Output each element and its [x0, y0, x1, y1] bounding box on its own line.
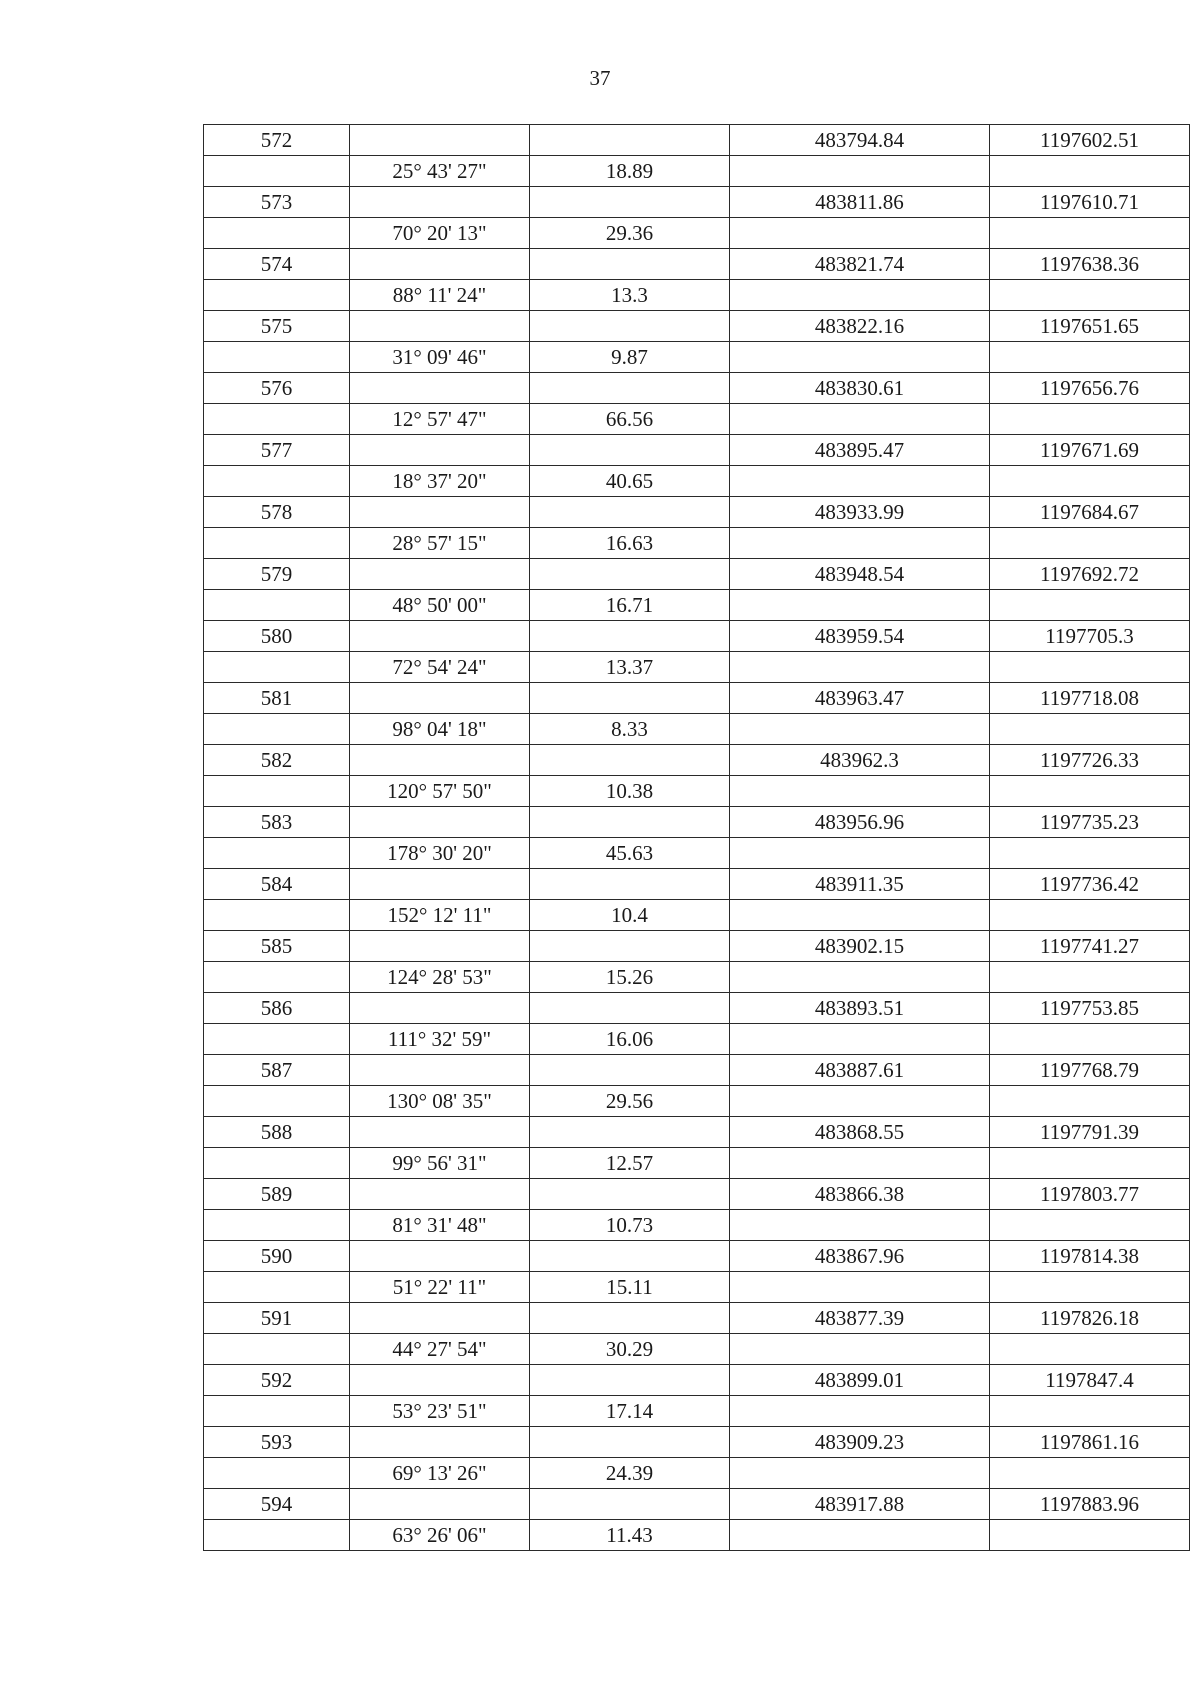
empty-cell: [530, 497, 730, 528]
empty-cell: [204, 714, 350, 745]
segment-row: [204, 714, 1190, 745]
empty-cell: [530, 559, 730, 590]
empty-cell: [204, 1520, 350, 1551]
y-coordinate: 1197726.33: [990, 745, 1190, 776]
empty-cell: [990, 1520, 1190, 1551]
point-id: 593: [204, 1427, 350, 1458]
empty-cell: [730, 1396, 990, 1427]
point-id: 584: [204, 869, 350, 900]
empty-cell: [990, 1272, 1190, 1303]
point-row: [204, 869, 1190, 900]
empty-cell: [990, 156, 1190, 187]
empty-cell: [990, 590, 1190, 621]
bearing: 178° 30' 20": [350, 838, 530, 869]
empty-cell: [530, 1179, 730, 1210]
y-coordinate: 1197847.4: [990, 1365, 1190, 1396]
segment-row: [204, 280, 1190, 311]
empty-cell: [730, 1148, 990, 1179]
empty-cell: [350, 745, 530, 776]
empty-cell: [730, 714, 990, 745]
x-coordinate: 483895.47: [730, 435, 990, 466]
bearing: 81° 31' 48": [350, 1210, 530, 1241]
empty-cell: [730, 1520, 990, 1551]
empty-cell: [730, 280, 990, 311]
empty-cell: [730, 962, 990, 993]
empty-cell: [730, 900, 990, 931]
point-row: [204, 249, 1190, 280]
empty-cell: [530, 993, 730, 1024]
point-row: [204, 1489, 1190, 1520]
segment-row: [204, 1520, 1190, 1551]
empty-cell: [730, 1272, 990, 1303]
segment-row: [204, 1272, 1190, 1303]
empty-cell: [350, 621, 530, 652]
y-coordinate: 1197705.3: [990, 621, 1190, 652]
bearing: 69° 13' 26": [350, 1458, 530, 1489]
point-row: [204, 993, 1190, 1024]
y-coordinate: 1197610.71: [990, 187, 1190, 218]
empty-cell: [204, 838, 350, 869]
distance: 66.56: [530, 404, 730, 435]
empty-cell: [730, 404, 990, 435]
empty-cell: [530, 1241, 730, 1272]
point-id: 575: [204, 311, 350, 342]
empty-cell: [350, 931, 530, 962]
page-number: 37: [589, 66, 611, 90]
empty-cell: [730, 590, 990, 621]
x-coordinate: 483830.61: [730, 373, 990, 404]
distance: 45.63: [530, 838, 730, 869]
point-id: 582: [204, 745, 350, 776]
x-coordinate: 483963.47: [730, 683, 990, 714]
empty-cell: [730, 218, 990, 249]
empty-cell: [350, 807, 530, 838]
empty-cell: [350, 559, 530, 590]
x-coordinate: 483909.23: [730, 1427, 990, 1458]
y-coordinate: 1197692.72: [990, 559, 1190, 590]
empty-cell: [530, 621, 730, 652]
segment-row: [204, 1334, 1190, 1365]
y-coordinate: 1197718.08: [990, 683, 1190, 714]
segment-row: [204, 218, 1190, 249]
segment-row: [204, 156, 1190, 187]
y-coordinate: 1197735.23: [990, 807, 1190, 838]
bearing: 44° 27' 54": [350, 1334, 530, 1365]
empty-cell: [730, 838, 990, 869]
empty-cell: [204, 1024, 350, 1055]
empty-cell: [204, 776, 350, 807]
distance: 16.71: [530, 590, 730, 621]
x-coordinate: 483811.86: [730, 187, 990, 218]
segment-row: [204, 1148, 1190, 1179]
empty-cell: [350, 373, 530, 404]
segment-row: [204, 590, 1190, 621]
empty-cell: [350, 1117, 530, 1148]
point-row: [204, 1303, 1190, 1334]
segment-row: [204, 1210, 1190, 1241]
point-id: 583: [204, 807, 350, 838]
x-coordinate: 483911.35: [730, 869, 990, 900]
point-id: 579: [204, 559, 350, 590]
distance: 30.29: [530, 1334, 730, 1365]
empty-cell: [350, 1427, 530, 1458]
empty-cell: [530, 745, 730, 776]
y-coordinate: 1197826.18: [990, 1303, 1190, 1334]
empty-cell: [204, 1396, 350, 1427]
empty-cell: [204, 404, 350, 435]
segment-row: [204, 776, 1190, 807]
point-row: [204, 931, 1190, 962]
empty-cell: [530, 931, 730, 962]
segment-row: [204, 962, 1190, 993]
x-coordinate: 483877.39: [730, 1303, 990, 1334]
empty-cell: [350, 497, 530, 528]
bearing: 111° 32' 59": [350, 1024, 530, 1055]
point-id: 577: [204, 435, 350, 466]
empty-cell: [730, 1086, 990, 1117]
empty-cell: [530, 807, 730, 838]
empty-cell: [990, 342, 1190, 373]
point-id: 594: [204, 1489, 350, 1520]
empty-cell: [730, 1458, 990, 1489]
empty-cell: [990, 1458, 1190, 1489]
empty-cell: [530, 249, 730, 280]
segment-row: [204, 528, 1190, 559]
x-coordinate: 483822.16: [730, 311, 990, 342]
segment-row: [204, 404, 1190, 435]
x-coordinate: 483917.88: [730, 1489, 990, 1520]
empty-cell: [990, 404, 1190, 435]
bearing: 51° 22' 11": [350, 1272, 530, 1303]
empty-cell: [204, 156, 350, 187]
empty-cell: [730, 342, 990, 373]
distance: 40.65: [530, 466, 730, 497]
empty-cell: [530, 1055, 730, 1086]
distance: 11.43: [530, 1520, 730, 1551]
point-row: [204, 1179, 1190, 1210]
x-coordinate: 483866.38: [730, 1179, 990, 1210]
point-id: 572: [204, 125, 350, 156]
point-id: 585: [204, 931, 350, 962]
distance: 17.14: [530, 1396, 730, 1427]
segment-row: [204, 1086, 1190, 1117]
y-coordinate: 1197791.39: [990, 1117, 1190, 1148]
point-id: 591: [204, 1303, 350, 1334]
empty-cell: [350, 1055, 530, 1086]
empty-cell: [530, 1489, 730, 1520]
segment-row: [204, 1396, 1190, 1427]
empty-cell: [350, 869, 530, 900]
bearing: 98° 04' 18": [350, 714, 530, 745]
empty-cell: [730, 1024, 990, 1055]
empty-cell: [530, 1365, 730, 1396]
segment-row: [204, 838, 1190, 869]
empty-cell: [204, 1086, 350, 1117]
point-row: [204, 683, 1190, 714]
y-coordinate: 1197768.79: [990, 1055, 1190, 1086]
point-id: 581: [204, 683, 350, 714]
segment-row: [204, 342, 1190, 373]
distance: 24.39: [530, 1458, 730, 1489]
empty-cell: [990, 652, 1190, 683]
y-coordinate: 1197741.27: [990, 931, 1190, 962]
empty-cell: [350, 993, 530, 1024]
y-coordinate: 1197883.96: [990, 1489, 1190, 1520]
bearing: 152° 12' 11": [350, 900, 530, 931]
distance: 18.89: [530, 156, 730, 187]
bearing: 124° 28' 53": [350, 962, 530, 993]
distance: 16.06: [530, 1024, 730, 1055]
distance: 8.33: [530, 714, 730, 745]
bearing: 99° 56' 31": [350, 1148, 530, 1179]
point-row: [204, 1055, 1190, 1086]
empty-cell: [204, 1210, 350, 1241]
empty-cell: [204, 466, 350, 497]
empty-cell: [990, 466, 1190, 497]
empty-cell: [204, 652, 350, 683]
y-coordinate: 1197602.51: [990, 125, 1190, 156]
point-row: [204, 559, 1190, 590]
empty-cell: [990, 1396, 1190, 1427]
empty-cell: [204, 1272, 350, 1303]
distance: 16.63: [530, 528, 730, 559]
point-id: 578: [204, 497, 350, 528]
y-coordinate: 1197736.42: [990, 869, 1190, 900]
point-id: 592: [204, 1365, 350, 1396]
point-row: [204, 497, 1190, 528]
point-id: 580: [204, 621, 350, 652]
point-row: [204, 373, 1190, 404]
segment-row: [204, 1024, 1190, 1055]
empty-cell: [204, 342, 350, 373]
y-coordinate: 1197803.77: [990, 1179, 1190, 1210]
empty-cell: [530, 1303, 730, 1334]
x-coordinate: 483962.3: [730, 745, 990, 776]
empty-cell: [990, 900, 1190, 931]
empty-cell: [204, 1458, 350, 1489]
empty-cell: [350, 1489, 530, 1520]
point-row: [204, 435, 1190, 466]
empty-cell: [990, 962, 1190, 993]
empty-cell: [530, 683, 730, 714]
empty-cell: [350, 435, 530, 466]
point-id: 590: [204, 1241, 350, 1272]
bearing: 63° 26' 06": [350, 1520, 530, 1551]
bearing: 12° 57' 47": [350, 404, 530, 435]
y-coordinate: 1197814.38: [990, 1241, 1190, 1272]
empty-cell: [730, 156, 990, 187]
point-row: [204, 187, 1190, 218]
y-coordinate: 1197651.65: [990, 311, 1190, 342]
empty-cell: [350, 1303, 530, 1334]
point-row: [204, 1365, 1190, 1396]
empty-cell: [204, 1148, 350, 1179]
empty-cell: [730, 528, 990, 559]
bearing: 130° 08' 35": [350, 1086, 530, 1117]
empty-cell: [350, 125, 530, 156]
empty-cell: [990, 776, 1190, 807]
point-id: 573: [204, 187, 350, 218]
empty-cell: [350, 1179, 530, 1210]
distance: 15.26: [530, 962, 730, 993]
empty-cell: [350, 187, 530, 218]
empty-cell: [530, 435, 730, 466]
empty-cell: [350, 311, 530, 342]
empty-cell: [730, 776, 990, 807]
empty-cell: [730, 1210, 990, 1241]
segment-row: [204, 466, 1190, 497]
point-id: 589: [204, 1179, 350, 1210]
bearing: 53° 23' 51": [350, 1396, 530, 1427]
empty-cell: [204, 1334, 350, 1365]
distance: 10.73: [530, 1210, 730, 1241]
bearing: 31° 09' 46": [350, 342, 530, 373]
distance: 12.57: [530, 1148, 730, 1179]
empty-cell: [990, 838, 1190, 869]
y-coordinate: 1197638.36: [990, 249, 1190, 280]
empty-cell: [530, 125, 730, 156]
x-coordinate: 483887.61: [730, 1055, 990, 1086]
empty-cell: [350, 683, 530, 714]
bearing: 70° 20' 13": [350, 218, 530, 249]
empty-cell: [990, 218, 1190, 249]
empty-cell: [990, 1334, 1190, 1365]
x-coordinate: 483867.96: [730, 1241, 990, 1272]
distance: 15.11: [530, 1272, 730, 1303]
segment-row: [204, 1458, 1190, 1489]
bearing: 48° 50' 00": [350, 590, 530, 621]
empty-cell: [530, 311, 730, 342]
point-id: 574: [204, 249, 350, 280]
empty-cell: [990, 714, 1190, 745]
empty-cell: [530, 1427, 730, 1458]
distance: 13.37: [530, 652, 730, 683]
point-row: [204, 125, 1190, 156]
y-coordinate: 1197671.69: [990, 435, 1190, 466]
bearing: 18° 37' 20": [350, 466, 530, 497]
bearing: 25° 43' 27": [350, 156, 530, 187]
y-coordinate: 1197753.85: [990, 993, 1190, 1024]
coordinate-table-body: [204, 125, 1190, 1551]
x-coordinate: 483794.84: [730, 125, 990, 156]
distance: 29.56: [530, 1086, 730, 1117]
bearing: 72° 54' 24": [350, 652, 530, 683]
empty-cell: [350, 1241, 530, 1272]
empty-cell: [990, 1210, 1190, 1241]
empty-cell: [990, 280, 1190, 311]
point-row: [204, 621, 1190, 652]
empty-cell: [990, 1148, 1190, 1179]
distance: 13.3: [530, 280, 730, 311]
x-coordinate: 483893.51: [730, 993, 990, 1024]
empty-cell: [530, 1117, 730, 1148]
distance: 10.38: [530, 776, 730, 807]
point-row: [204, 1117, 1190, 1148]
point-row: [204, 745, 1190, 776]
y-coordinate: 1197861.16: [990, 1427, 1190, 1458]
bearing: 28° 57' 15": [350, 528, 530, 559]
empty-cell: [530, 187, 730, 218]
distance: 29.36: [530, 218, 730, 249]
bearing: 120° 57' 50": [350, 776, 530, 807]
x-coordinate: 483868.55: [730, 1117, 990, 1148]
x-coordinate: 483902.15: [730, 931, 990, 962]
bearing: 88° 11' 24": [350, 280, 530, 311]
y-coordinate: 1197656.76: [990, 373, 1190, 404]
empty-cell: [204, 590, 350, 621]
empty-cell: [204, 280, 350, 311]
empty-cell: [350, 249, 530, 280]
x-coordinate: 483821.74: [730, 249, 990, 280]
distance: 9.87: [530, 342, 730, 373]
point-row: [204, 807, 1190, 838]
empty-cell: [730, 466, 990, 497]
empty-cell: [990, 528, 1190, 559]
empty-cell: [204, 962, 350, 993]
point-row: [204, 1427, 1190, 1458]
point-row: [204, 1241, 1190, 1272]
empty-cell: [730, 652, 990, 683]
y-coordinate: 1197684.67: [990, 497, 1190, 528]
distance: 10.4: [530, 900, 730, 931]
empty-cell: [990, 1086, 1190, 1117]
empty-cell: [730, 1334, 990, 1365]
empty-cell: [204, 218, 350, 249]
empty-cell: [990, 1024, 1190, 1055]
segment-row: [204, 900, 1190, 931]
coordinate-table: [203, 124, 1190, 1551]
empty-cell: [204, 528, 350, 559]
point-id: 586: [204, 993, 350, 1024]
point-id: 588: [204, 1117, 350, 1148]
point-row: [204, 311, 1190, 342]
x-coordinate: 483959.54: [730, 621, 990, 652]
point-id: 576: [204, 373, 350, 404]
segment-row: [204, 652, 1190, 683]
x-coordinate: 483899.01: [730, 1365, 990, 1396]
empty-cell: [530, 373, 730, 404]
x-coordinate: 483948.54: [730, 559, 990, 590]
empty-cell: [530, 869, 730, 900]
empty-cell: [204, 900, 350, 931]
x-coordinate: 483956.96: [730, 807, 990, 838]
point-id: 587: [204, 1055, 350, 1086]
x-coordinate: 483933.99: [730, 497, 990, 528]
empty-cell: [350, 1365, 530, 1396]
